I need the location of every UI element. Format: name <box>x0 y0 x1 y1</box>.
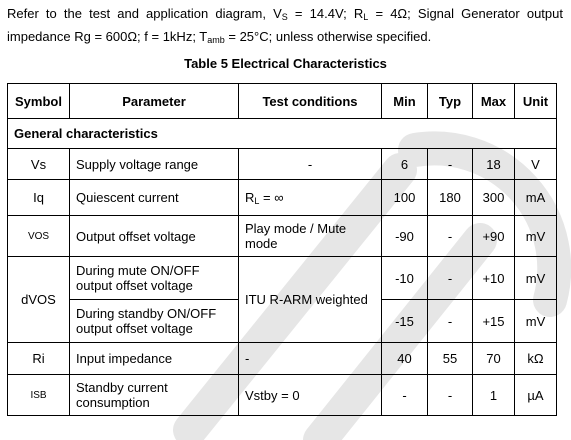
header-min: Min <box>382 84 428 119</box>
min-cell: -15 <box>382 300 428 343</box>
max-cell: 1 <box>473 375 515 416</box>
conditions-subscript: L <box>254 196 260 206</box>
table-row <box>8 149 557 180</box>
typ-cell: - <box>428 216 473 257</box>
section-row <box>8 119 557 149</box>
max-cell: +90 <box>473 216 515 257</box>
symbol-cell: ISB <box>8 375 70 416</box>
typ-cell: 55 <box>428 343 473 375</box>
header-unit: Unit <box>515 84 557 119</box>
max-cell: 18 <box>473 149 515 180</box>
header-typ: Typ <box>428 84 473 119</box>
conditions-cell: Play mode / Mute mode <box>239 216 382 257</box>
conditions-cell: ITU R-ARM weighted <box>239 257 382 343</box>
parameter-cell: Quiescent current <box>70 180 239 216</box>
table-caption: Table 5 Electrical Characteristics <box>184 56 387 71</box>
min-cell: 40 <box>382 343 428 375</box>
min-cell: 100 <box>382 180 428 216</box>
conditions-cell <box>239 180 382 216</box>
min-cell: -90 <box>382 216 428 257</box>
typ-cell: 180 <box>428 180 473 216</box>
unit-cell: mV <box>515 300 557 343</box>
conditions-suffix: = ∞ <box>259 190 284 205</box>
conditions-prefix: R <box>245 190 255 205</box>
typ-cell: - <box>428 375 473 416</box>
parameter-cell: During standby ON/OFF output offset voltage <box>70 300 239 343</box>
max-cell: +10 <box>473 257 515 300</box>
max-cell: +15 <box>473 300 515 343</box>
typ-cell: - <box>428 300 473 343</box>
intro-text-1: Refer to the test and application diagram, V <box>7 6 282 21</box>
table-row <box>8 375 557 416</box>
intro-text-3: = 4Ω; Signal Generator output impedance Rg = 600Ω; f = 1kHz; T <box>7 6 563 44</box>
header-max: Max <box>473 84 515 119</box>
typ-cell: - <box>428 257 473 300</box>
vs-subscript: S <box>281 12 288 22</box>
parameter-cell: Supply voltage range <box>70 149 239 180</box>
symbol-cell: VOS <box>8 216 70 257</box>
electrical-characteristics-table <box>7 83 557 416</box>
unit-cell: µA <box>515 375 557 416</box>
typ-cell: - <box>428 149 473 180</box>
unit-cell: mV <box>515 216 557 257</box>
section-title: General characteristics <box>8 119 557 149</box>
min-cell: 6 <box>382 149 428 180</box>
conditions-cell: Vstby = 0 <box>239 375 382 416</box>
unit-cell: kΩ <box>515 343 557 375</box>
table-row <box>8 257 557 300</box>
unit-cell: mV <box>515 257 557 300</box>
table-row <box>8 343 557 375</box>
max-cell: 300 <box>473 180 515 216</box>
unit-cell: V <box>515 149 557 180</box>
header-parameter: Parameter <box>70 84 239 119</box>
parameter-cell: During mute ON/OFF output offset voltage <box>70 257 239 300</box>
parameter-cell: Standby current consumption <box>70 375 239 416</box>
tamb-subscript: amb <box>207 35 225 45</box>
header-test-conditions: Test conditions <box>239 84 382 119</box>
max-cell: 70 <box>473 343 515 375</box>
symbol-cell: Ri <box>8 343 70 375</box>
intro-text-4: = 25°C; unless otherwise specified. <box>224 29 432 44</box>
table-header-row <box>8 84 557 119</box>
table-row <box>8 216 557 257</box>
symbol-cell: Iq <box>8 180 70 216</box>
symbol-cell: dVOS <box>8 257 70 343</box>
conditions-cell: - <box>239 343 382 375</box>
parameter-cell: Output offset voltage <box>70 216 239 257</box>
min-cell: - <box>382 375 428 416</box>
symbol-cell: Vs <box>8 149 70 180</box>
min-cell: -10 <box>382 257 428 300</box>
intro-text-2: = 14.4V; R <box>287 6 364 21</box>
unit-cell: mA <box>515 180 557 216</box>
conditions-cell: - <box>239 149 382 180</box>
header-symbol: Symbol <box>8 84 70 119</box>
rl-subscript: L <box>363 12 369 22</box>
intro-paragraph <box>7 2 563 48</box>
table-row <box>8 180 557 216</box>
parameter-cell: Input impedance <box>70 343 239 375</box>
